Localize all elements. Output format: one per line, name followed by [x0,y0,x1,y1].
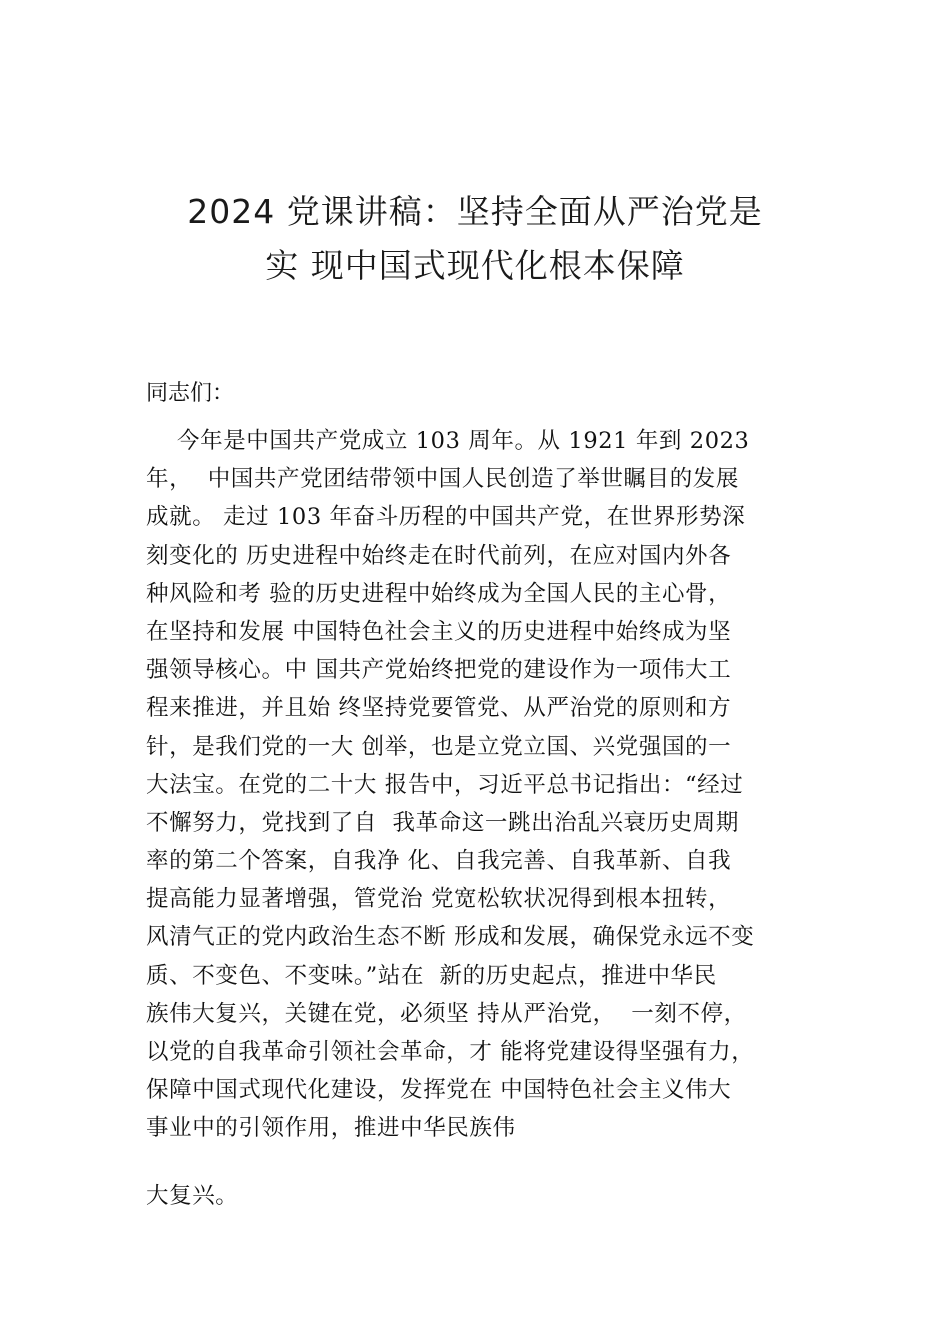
body-line: 风清气正的党内政治生态不断 形成和发展，确保党永远不变 [146,924,755,951]
body-line: 以党的自我革命引领社会革命，才 能将党建设得坚强有力， [146,1039,755,1065]
body-line: 今年是中国共产党成立 103 周年。从 1921 年到 2023 [146,428,750,454]
body-line: 程来推进，并且始 终坚持党要管党、从严治党的原则和方 [146,695,732,722]
document-title-line-1: 2024 党课讲稿：坚持全面从严治党是 [187,192,763,231]
body-line: 提高能力显著增强，管党治 党宽松软状况得到根本扭转， [146,886,732,913]
body-line: 针，是我们党的一大 创举，也是立党立国、兴党强国的一 [146,733,732,760]
body-line: 保障中国式现代化建设，发挥党在 中国特色社会主义伟大 [146,1077,732,1104]
body-line: 年， 中国共产党团结带领中国人民创造了举世瞩目的发展 [146,466,740,493]
salutation: 同志们： [146,381,235,406]
document-title-line-2: 实 现中国式现代化根本保障 [265,246,685,285]
body-line: 质、不变色、不变味。”站在 新的历史起点，推进中华民 [146,962,717,989]
body-line: 刻变化的 历史进程中始终走在时代前列，在应对国内外各 [146,542,732,569]
body-line: 种风险和考 验的历史进程中始终成为全国人民的主心骨， [146,580,732,607]
body-paragraph [146,422,826,1148]
body-line: 不懈努力，党找到了自 我革命这一跳出治乱兴衰历史周期 [146,809,740,836]
closing-line: 大复兴。 [146,1183,239,1209]
body-line: 族伟大复兴，关键在党，必须坚 持从严治党， 一刻不停， [146,1000,747,1027]
body-line: 大法宝。在党的二十大 报告中，习近平总书记指出：“经过 [146,771,744,798]
body-line: 事业中的引领作用，推进中华民族伟 [146,1115,516,1142]
body-line: 率的第二个答案，自我净 化、自我完善、自我革新、自我 [146,848,732,875]
body-line: 在坚持和发展 中国特色社会主义的历史进程中始终成为坚 [146,618,732,645]
body-line: 成就。 走过 103 年奋斗历程的中国共产党，在世界形势深 [146,504,746,531]
body-line: 强领导核心。中 国共产党始终把党的建设作为一项伟大工 [146,657,732,684]
